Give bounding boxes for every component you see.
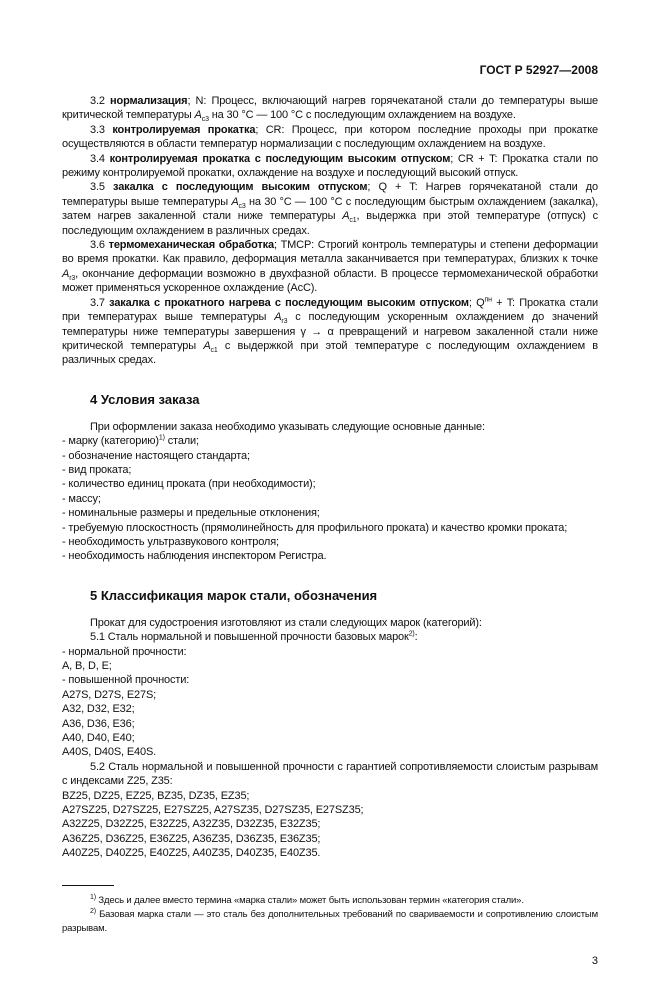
text-run: ; Q + T: Нагрев горячекатаной стали до температуры выше температуры bbox=[62, 181, 599, 208]
spacer bbox=[62, 564, 598, 574]
list-item bbox=[62, 521, 598, 535]
text-run: - повышенной прочности: bbox=[62, 674, 190, 687]
text-run: 2) bbox=[408, 630, 415, 638]
text-run: ; CR: Процесс, при котором последние проходы при прокатке осуществляются в области температур нормализации с последующим охлаждением на воздухе. bbox=[62, 123, 598, 151]
text-run: Здесь и далее вместо термина «марка стали» может быть использован термин «категория стали». bbox=[95, 894, 524, 906]
text-run: 3.5 bbox=[90, 181, 114, 194]
text-run: 5.2 Сталь нормальной и повышенной прочности с гарантией сопротивляемости слоистым разрывам с индексами Z25, Z35: bbox=[62, 760, 598, 788]
term: закалка с последующим высоким отпуском bbox=[113, 181, 368, 194]
text-run: - вид проката; bbox=[62, 463, 132, 476]
text-run: A40S, D40S, E40S. bbox=[62, 746, 157, 759]
term: контролируемая прокатка bbox=[112, 123, 256, 136]
text-run: + T: Прокатка стали при температурах выше температуры bbox=[62, 296, 598, 324]
text-run: 2) bbox=[90, 907, 96, 915]
list-item bbox=[62, 492, 598, 506]
list-item bbox=[62, 463, 598, 477]
text-run: - массу; bbox=[62, 492, 101, 505]
text-run: A32Z25, D32Z25, E32Z25, A32Z35, D32Z35, E32Z35; bbox=[62, 818, 321, 831]
text-run: стали; bbox=[164, 435, 199, 448]
text-run: 3.7 bbox=[90, 296, 110, 309]
text-run: A36, D36, E36; bbox=[62, 717, 135, 730]
text-run: на 30 °C — 100 °C с последующим охлаждением на воздухе. bbox=[208, 109, 516, 122]
text-run: 3.2 bbox=[90, 95, 111, 107]
text-run: 1) bbox=[158, 434, 165, 442]
footnote-divider bbox=[62, 885, 114, 886]
text-run: BZ25, DZ25, EZ25, BZ35, DZ35, EZ35; bbox=[62, 789, 250, 802]
list-item bbox=[62, 803, 598, 817]
text-run: r3 bbox=[69, 275, 76, 283]
text-run: A bbox=[342, 210, 350, 223]
term: закалка с прокатного нагрева с последующим высоким отпуском bbox=[109, 296, 469, 309]
text-run: A bbox=[231, 195, 239, 208]
list-item bbox=[62, 688, 598, 702]
text-run: на 30 °C — 100 °C с последующим быстрым охлаждением (закалка), затем нагрев закаленной стали ниже температуры bbox=[62, 195, 598, 223]
paragraph bbox=[62, 616, 598, 630]
footnote bbox=[62, 894, 598, 908]
text-run: 4 Условия заказа bbox=[90, 391, 200, 407]
text-run: , выдержка при этой температуре (отпуск) с последующим охлаждением в различных средах. bbox=[62, 210, 598, 237]
text-run: A bbox=[274, 311, 282, 324]
paragraph bbox=[62, 420, 598, 434]
text-run: с последующим ускоренным охлаждением до значений температуры ниже температуры завершения γ → α превращений и нагревом закаленной стали ниже критической температуры bbox=[62, 311, 598, 352]
text-run: A, B, D, E; bbox=[62, 660, 112, 672]
text-run: с выдержкой при этой температуре с последующим охлаждением в различных средах. bbox=[62, 339, 599, 367]
text-run: , окончание деформации возможно в двухфазной области. В процессе термомеханической обработки может применяться ускоренное охлаждение (AcC). bbox=[62, 267, 598, 295]
text-run: - нормальной прочности: bbox=[62, 645, 187, 658]
text-run: A27S, D27S, E27S; bbox=[62, 688, 157, 701]
list-item bbox=[62, 659, 598, 673]
text-run: ; CR + T: Прокатка стали по режиму контролируемой прокатки, охлаждение на воздухе и последующий высокий отпуск. bbox=[62, 152, 599, 180]
list-item bbox=[62, 434, 598, 448]
list-item bbox=[62, 645, 598, 659]
text-run: A bbox=[194, 109, 202, 122]
text-run: c3 bbox=[238, 203, 246, 211]
paragraph bbox=[62, 180, 598, 238]
text-run: A40, D40, E40; bbox=[62, 732, 135, 745]
list-item bbox=[62, 549, 598, 563]
list-item bbox=[62, 717, 598, 731]
paragraph bbox=[62, 123, 598, 152]
list-item bbox=[62, 449, 598, 463]
text-run: 1) bbox=[90, 893, 96, 901]
text-run: пн bbox=[484, 296, 492, 304]
list-item bbox=[62, 731, 598, 745]
list-item bbox=[62, 506, 598, 520]
text-run: c1 bbox=[210, 347, 218, 355]
text-run: 5 Классификация марок стали, обозначения bbox=[90, 587, 378, 603]
term: термомеханическая обработка bbox=[108, 239, 274, 252]
list-item bbox=[62, 477, 598, 491]
list-item bbox=[62, 535, 598, 549]
text-run: c1 bbox=[349, 217, 357, 225]
text-run: A bbox=[203, 339, 211, 352]
text-run: r3 bbox=[281, 318, 288, 326]
list-item bbox=[62, 745, 598, 759]
paragraph bbox=[62, 152, 598, 181]
text-run: 5.1 Сталь нормальной и повышенной прочности базовых марок bbox=[90, 631, 409, 644]
text-run: - необходимость наблюдения инспектором Регистра. bbox=[62, 550, 327, 563]
text-run: - марку (категорию) bbox=[62, 435, 159, 448]
text-run: - необходимость ультразвукового контроля; bbox=[62, 535, 279, 548]
text-run: Прокат для судостроения изготовляют из стали следующих марок (категорий): bbox=[90, 616, 482, 629]
term: нормализация bbox=[110, 95, 188, 107]
text-run: ; TMCP: Строгий контроль температуры и степени деформации во время прокатки. Как правило, деформация металла заканчивается при температурах, близких к точке bbox=[62, 239, 599, 266]
list-item bbox=[62, 817, 598, 831]
term: контролируемая прокатка с последующим высоким отпуском bbox=[109, 152, 451, 165]
paragraph bbox=[62, 296, 598, 368]
text-run: c3 bbox=[201, 116, 209, 124]
text-run: При оформлении заказа необходимо указывать следующие основные данные: bbox=[90, 420, 485, 433]
document-body bbox=[62, 94, 598, 861]
footnote bbox=[62, 908, 598, 936]
list-item bbox=[62, 789, 598, 803]
document-header: ГОСТ Р 52927—2008 bbox=[479, 63, 598, 77]
list-item bbox=[62, 832, 598, 846]
list-item bbox=[62, 846, 598, 860]
text-run: - обозначение настоящего стандарта; bbox=[62, 449, 250, 462]
text-run: A36Z25, D36Z25, E36Z25, A36Z35, D36Z35, E36Z35; bbox=[62, 832, 321, 845]
section-heading bbox=[90, 392, 598, 408]
text-run: Базовая марка стали — это сталь без дополнительных требований по свариваемости и сопротивлению слоистым разрывам. bbox=[62, 908, 598, 934]
text-run: 3.3 bbox=[90, 123, 113, 136]
text-run: 3.4 bbox=[90, 152, 110, 165]
paragraph bbox=[62, 630, 598, 644]
spacer bbox=[62, 368, 598, 378]
text-run: : bbox=[414, 631, 418, 644]
footnotes bbox=[62, 885, 598, 936]
list-item bbox=[62, 673, 598, 687]
text-run: A bbox=[62, 267, 70, 280]
paragraph bbox=[62, 760, 598, 789]
paragraph bbox=[62, 94, 598, 123]
paragraph bbox=[62, 238, 598, 296]
text-run: - количество единиц проката (при необходимости); bbox=[62, 478, 316, 491]
text-run: - номинальные размеры и предельные отклонения; bbox=[62, 507, 320, 520]
text-run: A32, D32, E32; bbox=[62, 703, 135, 716]
page-number: 3 bbox=[591, 954, 598, 967]
text-run: A40Z25, D40Z25, E40Z25, A40Z35, D40Z35, E40Z35. bbox=[62, 847, 321, 860]
text-run: A27SZ25, D27SZ25, E27SZ25, A27SZ35, D27SZ35, E27SZ35; bbox=[62, 804, 364, 817]
text-run: - требуемую плоскостность (прямолинейность для профильного проката) и качество кромки проката; bbox=[62, 521, 568, 534]
text-run: ; N: Процесс, включающий нагрев горячекатаной стали до температуры выше критической температуры bbox=[62, 95, 598, 122]
text-run: 3.6 bbox=[90, 239, 109, 252]
text-run: ; Q bbox=[468, 296, 485, 309]
section-heading bbox=[90, 588, 598, 604]
list-item bbox=[62, 702, 598, 716]
